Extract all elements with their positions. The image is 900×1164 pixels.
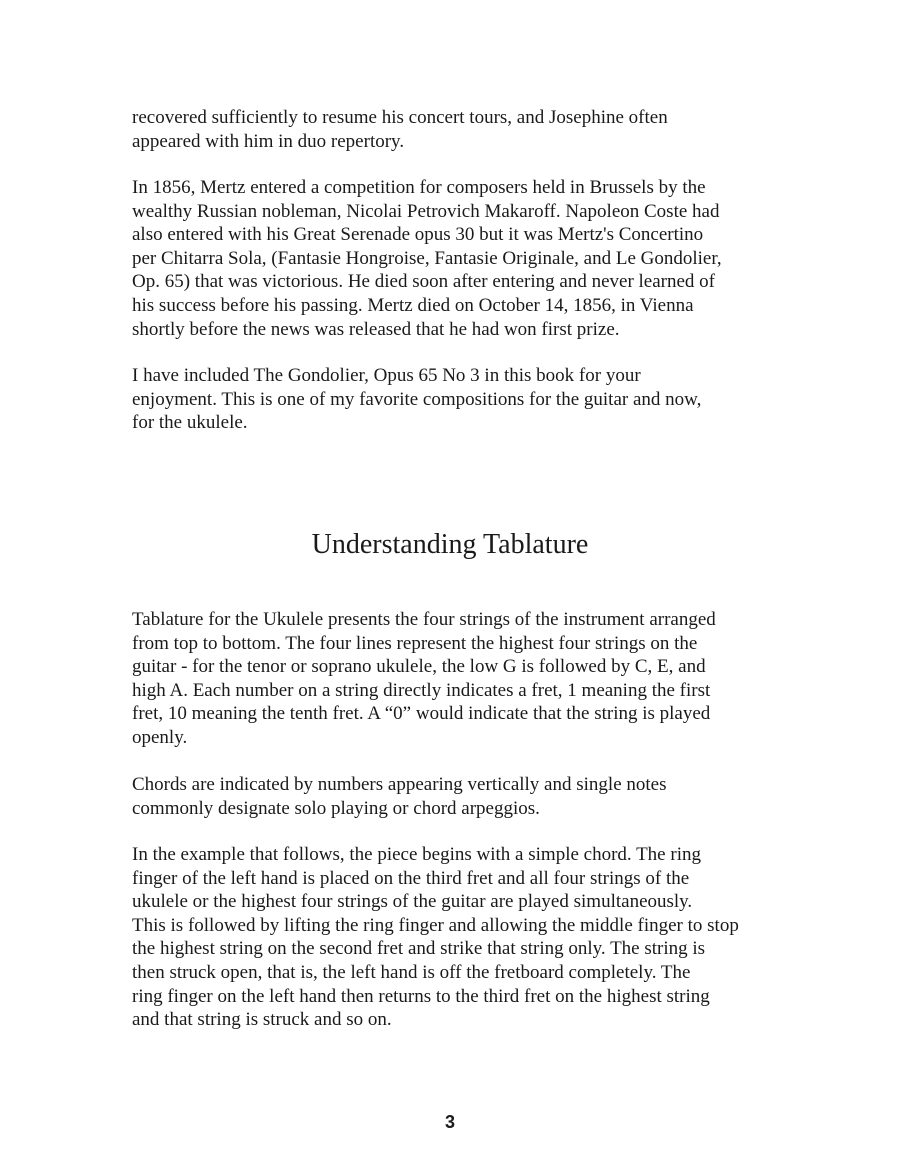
paragraph-tablature-intro: Tablature for the Ukulele presents the four strings of the instrument arranged from top to bottom. The four lines represent the highest four strings on the guitar - for the tenor or soprano ukulele, the low G is followed by C, E, and high A. Each number on a string directly indicates a fret, 1 meaning the first fret, 10 meaning the tenth fret. A “0” would indicate that the string is played openly. (132, 609, 716, 748)
paragraph-mertz-competition: In 1856, Mertz entered a competition for composers held in Brussels by the wealthy Russian nobleman, Nicolai Petrovich Makaroff. Napoleon Coste had also entered with his Great Serenade opus 30 but it was Mertz's Concertino per Chitarra Sola, (Fantasie Hongroise, Fantasie Originale, and Le Gondolier, Op. 65) that was victorious. He died soon after entering and never learned of his success before his passing. Mertz died on October 14, 1856, in Vienna shortly before the news was released that he had won first prize. (132, 177, 722, 340)
paragraph-gondolier-included: I have included The Gondolier, Opus 65 No 3 in this book for your enjoyment. This is one of my favorite compositions for the guitar and now, for the ukulele. (132, 365, 702, 434)
page-number: 3 (444, 1112, 455, 1132)
paragraph-chords: Chords are indicated by numbers appearing vertically and single notes commonly designate solo playing or chord arpeggios. (132, 774, 667, 819)
paragraph-example: In the example that follows, the piece begins with a simple chord. The ring finger of the left hand is placed on the third fret and all four strings of the ukulele or the highest four strings of the guitar are played simultaneously. This is followed by lifting the ring finger and allowing the middle finger to stop the highest string on the second fret and strike that string only. The string is then struck open, that is, the left hand is off the fretboard completely. The ring finger on the left hand then returns to the third fret on the highest string and that string is struck and so on. (132, 844, 739, 1031)
section-heading: Understanding Tablature (311, 529, 589, 560)
paragraph-mertz-recovery: recovered sufficiently to resume his concert tours, and Josephine often appeared with him in duo repertory. (132, 107, 668, 152)
